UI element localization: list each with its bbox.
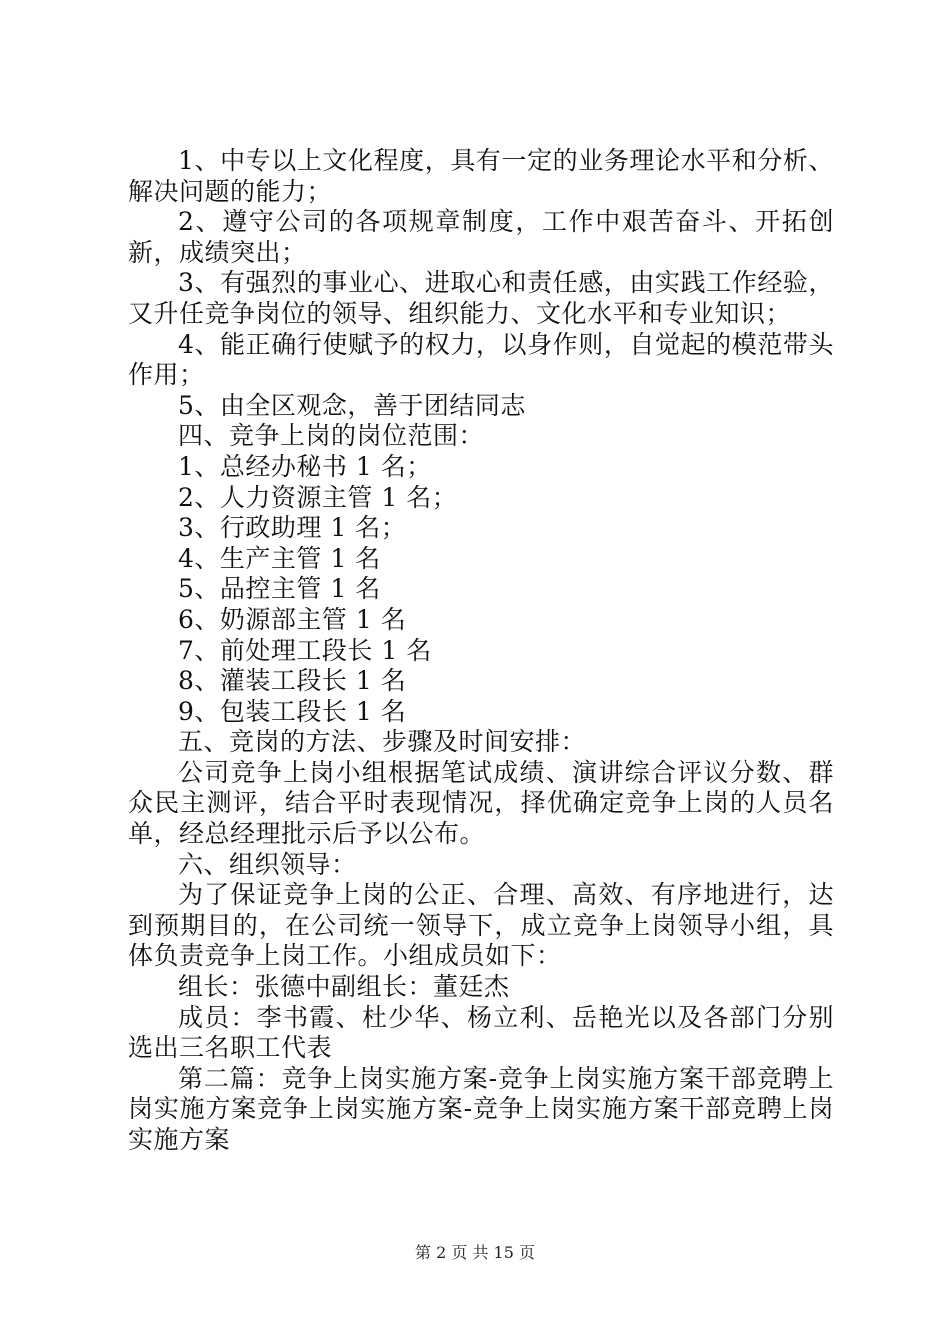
paragraph: 为了保证竞争上岗的公正、合理、高效、有序地进行，达到预期目的，在公司统一领导下，成立竞争上岗领导小组，具体负责竞争上岗工作。小组成员如下： bbox=[128, 880, 834, 971]
list-item: 1、总经办秘书 1 名； bbox=[178, 451, 432, 481]
section-heading: 五、竞岗的方法、步骤及时间安排： bbox=[178, 727, 587, 757]
paragraph: 3、有强烈的事业心、进取心和责任感，由实践工作经验，又升任竞争岗位的领导、组织能力、文化水平和专业知识； bbox=[128, 268, 834, 328]
paragraph: 公司竞争上岗小组根据笔试成绩、演讲综合评议分数、群众民主测评，结合平时表现情况，择优确定竞争上岗的人员名单，经总经理批示后予以公布。 bbox=[128, 757, 834, 849]
list-item: 2、人力资源主管 1 名； bbox=[178, 482, 458, 512]
list-item: 4、生产主管 1 名 bbox=[178, 543, 381, 573]
paragraph: 第二篇：竞争上岗实施方案-竞争上岗实施方案干部竞聘上岗实施方案竞争上岗实施方案-竞争上岗实施方案干部竞聘上岗实施方案 bbox=[128, 1063, 834, 1154]
paragraph: 4、能正确行使赋予的权力，以身作则，自觉起的模范带头作用； bbox=[128, 329, 834, 390]
list-item: 5、品控主管 1 名 bbox=[178, 574, 381, 604]
section-heading: 四、竞争上岗的岗位范围： bbox=[178, 421, 485, 451]
page-number-footer: 第 2 页 共 15 页 bbox=[415, 1243, 535, 1262]
paragraph: 1、中专以上文化程度，具有一定的业务理论水平和分析、解决问题的能力； bbox=[128, 146, 834, 206]
list-item: 3、行政助理 1 名； bbox=[178, 513, 407, 543]
list-item: 9、包装工段长 1 名 bbox=[178, 696, 407, 726]
paragraph: 组长：张德中副组长：董廷杰 bbox=[178, 972, 510, 1002]
list-item: 7、前处理工段长 1 名 bbox=[178, 635, 432, 665]
document-body bbox=[128, 146, 834, 1156]
paragraph: 成员：李书霞、杜少华、杨立利、岳艳光以及各部门分别选出三名职工代表 bbox=[128, 1002, 834, 1063]
paragraph: 5、由全区观念，善于团结同志 bbox=[178, 390, 526, 420]
paragraph: 2、遵守公司的各项规章制度，工作中艰苦奋斗、开拓创新，成绩突出； bbox=[128, 207, 834, 267]
list-item: 8、灌装工段长 1 名 bbox=[178, 666, 407, 696]
list-item: 6、奶源部主管 1 名 bbox=[178, 604, 407, 634]
section-heading: 六、组织领导： bbox=[178, 849, 357, 879]
